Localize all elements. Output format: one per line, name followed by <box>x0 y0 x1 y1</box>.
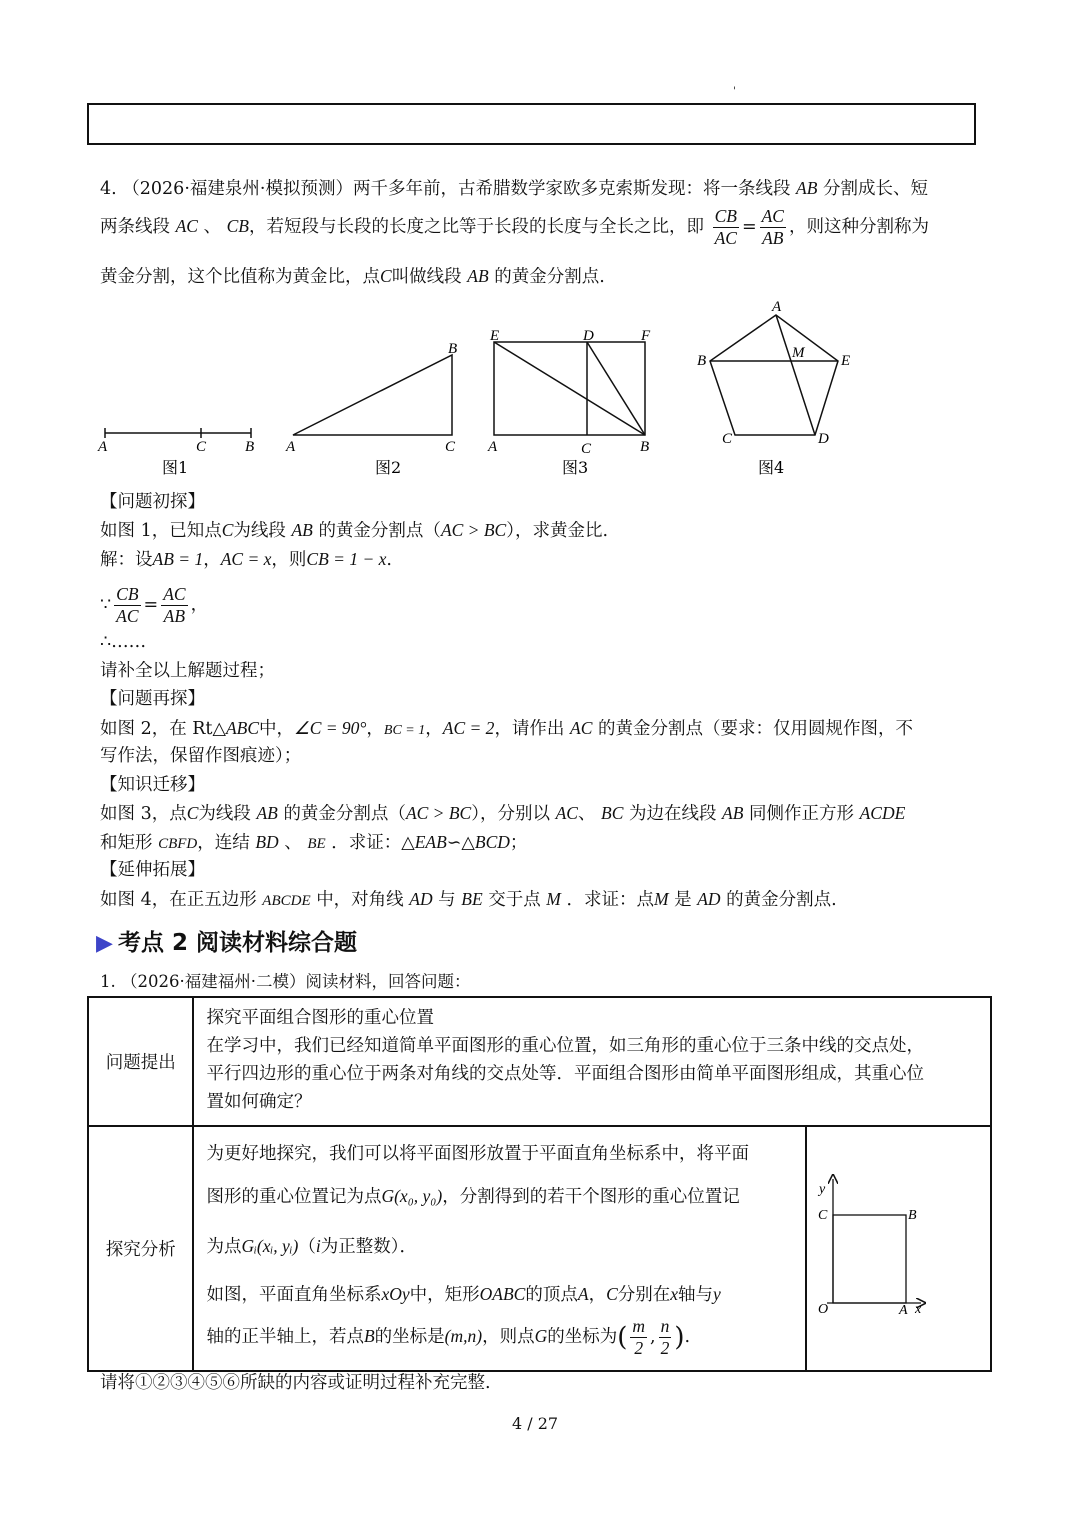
part1-line1 <box>100 516 608 545</box>
because-symbol: ∵ <box>100 595 112 615</box>
math: AB <box>291 520 313 540</box>
text: 探究平面组合图形的重心位置 <box>206 1008 434 1028</box>
text: 、 <box>284 833 302 853</box>
problem-number: 4. <box>100 179 117 199</box>
fig3-label-c: C <box>581 441 592 457</box>
text: ，则点 <box>482 1327 535 1347</box>
math: BE <box>461 889 483 909</box>
numerator: m <box>632 1316 646 1336</box>
text: 解：设 <box>100 550 153 570</box>
math: AC = x <box>220 549 272 569</box>
text: 的黄金分割点. <box>726 890 837 910</box>
math: C <box>221 520 234 540</box>
fig1-caption: 图1 <box>162 458 189 477</box>
text <box>206 1175 795 1218</box>
fraction-cb-ac <box>114 584 140 627</box>
text: ， <box>203 550 221 570</box>
text: ），求黄金比. <box>506 521 609 541</box>
text: 分别在 <box>617 1285 671 1305</box>
math: AC > BC <box>440 520 507 540</box>
text: ； <box>509 833 528 853</box>
fig1-label-a: A <box>98 439 108 455</box>
text: ， <box>425 719 443 739</box>
part1-title: 【问题初探】 <box>100 492 205 512</box>
text: 平行四边形的重心位于两条对角线的交点处等．平面组合图形由简单平面图形组成，其重心位 <box>206 1064 924 1084</box>
section-heading <box>96 924 357 957</box>
math: AD <box>409 889 433 909</box>
math: B <box>363 1326 375 1346</box>
fig4-label-e: E <box>841 353 851 369</box>
text: ，连结 <box>197 833 250 853</box>
text: 如图 3，点 <box>100 804 187 824</box>
math: AC <box>555 803 578 823</box>
text: ， <box>588 1285 607 1305</box>
math: AC <box>570 718 593 738</box>
math: AC <box>175 216 198 236</box>
denominator: AB <box>762 228 784 248</box>
math: EAB <box>414 832 447 852</box>
text: 为线段 <box>233 521 286 541</box>
math: AC = 2 <box>442 718 495 738</box>
coordinate-figure <box>807 1127 987 1365</box>
equals: = <box>143 595 159 615</box>
math: G(x₀, y₀) <box>381 1186 443 1206</box>
fig4-caption: 图4 <box>758 458 785 477</box>
math: C <box>186 803 199 823</box>
text: ， <box>366 719 384 739</box>
fig3-label-a: A <box>488 439 498 455</box>
row-label: 问题提出 <box>88 997 193 1126</box>
fig2-label-c: C <box>445 439 456 455</box>
label-b: B <box>908 1208 917 1223</box>
text: ，请作出 <box>494 719 565 739</box>
part2-title: 【问题再探】 <box>100 689 205 709</box>
text: ．求证：△ <box>331 833 415 853</box>
label-x: x <box>915 1302 922 1317</box>
paren-left: ( <box>617 1322 628 1353</box>
problem-number: 1. <box>100 972 116 991</box>
text: 的坐标为 <box>547 1327 618 1347</box>
text: ，分割得到的若干个图形的重心位置记 <box>442 1187 740 1207</box>
text: 黄金分割，这个比值称为黄金比，点 <box>100 267 380 287</box>
answer-box <box>87 103 976 145</box>
text: ．求证：点 <box>566 890 654 910</box>
text: 的黄金分割点（ <box>283 804 406 824</box>
text: 的黄金分割点（要求：仅用圆规作图，不 <box>597 719 913 739</box>
fraction-cb-ac <box>713 206 739 249</box>
math: C <box>606 1284 618 1304</box>
figure-2 <box>293 355 452 435</box>
text: 轴与 <box>678 1285 714 1305</box>
text: ， <box>190 595 209 615</box>
text: 的黄金分割点（ <box>318 521 441 541</box>
math: ∠C = 90° <box>294 718 367 738</box>
fig2-label-a: A <box>286 439 296 455</box>
math: AB <box>722 803 744 823</box>
math: BE <box>307 836 326 852</box>
text: 阅读材料，回答问题： <box>305 972 471 991</box>
fig3-caption: 图3 <box>562 458 589 477</box>
text: 中，对角线 <box>316 890 404 910</box>
math: AB = 1 <box>152 549 204 569</box>
label-o: O <box>818 1302 829 1317</box>
section-title: 考点 2 阅读材料综合题 <box>118 930 358 956</box>
math: BD <box>255 832 279 852</box>
text: 中， <box>259 719 294 739</box>
part1-therefore: ∴…… <box>100 632 147 652</box>
math: BC <box>601 803 624 823</box>
denominator: AB <box>163 606 186 626</box>
fig4-label-a: A <box>772 299 782 315</box>
text: 中，矩形 <box>409 1285 480 1305</box>
row-content <box>193 1126 806 1371</box>
text: （ <box>298 1237 316 1257</box>
fig4-label-d: D <box>818 431 829 447</box>
problem1-header <box>100 968 470 996</box>
row-content <box>193 997 991 1126</box>
text: 交于点 <box>488 890 541 910</box>
denominator: 2 <box>634 1338 644 1358</box>
text: 如图，平面直角坐标系 <box>206 1285 382 1305</box>
math: CB = 1 − x <box>306 549 387 569</box>
numerator: AC <box>163 584 186 604</box>
math: Gᵢ(xᵢ, yᵢ) <box>241 1236 299 1256</box>
text: 的顶点 <box>525 1285 578 1305</box>
fraction-n-2 <box>659 1316 672 1359</box>
part4-line1 <box>100 885 837 915</box>
math: BC = 1 <box>383 723 426 738</box>
math: OABC <box>479 1284 526 1304</box>
problem4-line2 <box>100 206 929 249</box>
text: 和矩形 <box>100 833 153 853</box>
text: 与 <box>438 890 456 910</box>
material-table <box>87 996 992 1372</box>
problem4-line1 <box>100 174 928 203</box>
math: AB <box>467 266 489 286</box>
fig3-label-f: F <box>641 328 651 344</box>
label-y: y <box>819 1182 826 1197</box>
text: 图形的重心位置记为点 <box>206 1187 382 1207</box>
text: 轴的正半轴上，若点 <box>206 1327 364 1347</box>
arrow-icon: ▶ <box>96 931 113 956</box>
part4-title: 【延伸拓展】 <box>100 860 205 880</box>
part1-line5: 请补全以上解题过程； <box>100 661 275 681</box>
math: ACDE <box>859 803 906 823</box>
math: y <box>713 1284 721 1304</box>
problem-source: （2026·福建泉州·模拟预测） <box>122 179 353 199</box>
problem-source: （2026·福建福州·二模） <box>121 972 306 991</box>
text: 在学习中，我们已经知道简单平面图形的重心位置，如三角形的重心位于三条中线的交点处， <box>206 1036 924 1056</box>
label-c: C <box>818 1208 828 1223</box>
fraction-m-2 <box>630 1316 647 1359</box>
text: 置如何确定？ <box>206 1092 312 1112</box>
numerator: CB <box>714 206 737 226</box>
text: ，若短段与长段的长度之比等于长段的长度与全长之比，即 <box>248 217 704 237</box>
math: AC > BC <box>405 803 472 823</box>
paren-right: ) <box>674 1322 685 1353</box>
math: CB <box>226 216 249 236</box>
text: 两条线段 <box>100 217 170 237</box>
math: (m,n) <box>444 1326 483 1346</box>
text: 的坐标是 <box>374 1327 445 1347</box>
text: 为正整数）． <box>320 1237 417 1257</box>
text: ∽△ <box>446 833 475 853</box>
math: G <box>534 1326 548 1346</box>
part2-line1 <box>100 714 913 745</box>
text: ，则 <box>271 550 307 570</box>
text: 、 <box>577 804 596 824</box>
closing-instruction: 请将①②③④⑤⑥所缺的内容或证明过程补充完整. <box>100 1373 491 1393</box>
math: M <box>653 889 669 909</box>
math: xOy <box>381 1284 410 1304</box>
row-label: 探究分析 <box>88 1126 193 1371</box>
part1-line3 <box>100 584 208 627</box>
text: 为点 <box>206 1237 242 1257</box>
math: ABCDE <box>262 893 311 909</box>
denominator: AC <box>116 606 139 626</box>
page-number: 4 / 27 <box>512 1414 559 1433</box>
text: 如图 2，在 Rt△ <box>100 719 226 739</box>
part3-line2 <box>100 828 527 858</box>
text <box>206 1275 795 1314</box>
math: BCD <box>474 832 510 852</box>
fig3-label-e: E <box>490 328 500 344</box>
math: x <box>670 1284 679 1304</box>
math: AB <box>256 803 278 823</box>
text: 叫做线段 <box>391 267 462 287</box>
text: 是 <box>674 890 692 910</box>
fig3-label-b: B <box>640 439 650 455</box>
text: 为边在线段 <box>628 804 717 824</box>
text: 两千多年前，古希腊数学家欧多克索斯发现：将一条线段 <box>352 179 791 199</box>
part3-title: 【知识迁移】 <box>100 775 205 795</box>
text: ，则这种分割称为 <box>788 217 929 237</box>
text: 的黄金分割点. <box>494 267 605 287</box>
part3-line1 <box>100 799 905 828</box>
denominator: 2 <box>660 1338 670 1358</box>
text: ），分别以 <box>471 804 550 824</box>
math: ABC <box>225 718 259 738</box>
denominator: AC <box>714 228 737 248</box>
fig4-label-c: C <box>722 431 733 447</box>
fraction-ac-ab <box>161 584 187 627</box>
fig2-caption: 图2 <box>375 458 402 477</box>
figure-cell <box>806 1126 991 1371</box>
text <box>206 1218 795 1275</box>
fig1-label-c: C <box>196 439 207 455</box>
text: 同侧作正方形 <box>749 804 855 824</box>
figure-1 <box>105 428 251 438</box>
text: 如图 1，已知点 <box>100 521 222 541</box>
text: . <box>386 550 392 570</box>
math: AD <box>697 889 721 909</box>
fig4-label-m: M <box>792 345 805 361</box>
equals: = <box>741 217 757 237</box>
fig4-label-b: B <box>697 353 707 369</box>
numerator: CB <box>116 584 139 604</box>
figure-4 <box>710 315 838 435</box>
fig1-label-b: B <box>245 439 255 455</box>
fig3-label-d: D <box>583 328 594 344</box>
rectangle-oabc <box>833 1215 906 1303</box>
label-a: A <box>899 1303 908 1318</box>
text: 轴的正半轴上，若点B的坐标是(m,n)，则点G的坐标为( $\frac{m}{2}$ , $\frac{n}{2}$ ). <box>206 1316 691 1358</box>
part1-line2 <box>100 545 392 574</box>
math: CBFD <box>158 836 198 852</box>
text: 为更好地探究，我们可以将平面图形放置于平面直角坐标系中，将平面 <box>206 1144 749 1164</box>
math: M <box>546 889 561 909</box>
numerator: n <box>660 1316 670 1336</box>
figure-3 <box>494 342 645 435</box>
fraction-ac-ab <box>760 206 786 249</box>
text: 如图 4，在正五边形 <box>100 890 257 910</box>
table-row <box>88 1126 991 1371</box>
math: A <box>577 1284 589 1304</box>
part2-line2: 写作法，保留作图痕迹）； <box>100 746 302 766</box>
math: C <box>380 266 392 286</box>
math: i <box>315 1236 321 1256</box>
text: 为线段 <box>198 804 251 824</box>
text: 分割成长、短 <box>823 179 928 199</box>
page-mark: ' <box>733 86 736 97</box>
table-row <box>88 997 991 1126</box>
math: AB <box>796 178 818 198</box>
problem4-line3 <box>100 262 605 291</box>
figures-1-4 <box>90 295 870 485</box>
numerator: AC <box>761 206 784 226</box>
text: 、 <box>203 217 222 237</box>
fig2-label-b: B <box>448 341 458 357</box>
